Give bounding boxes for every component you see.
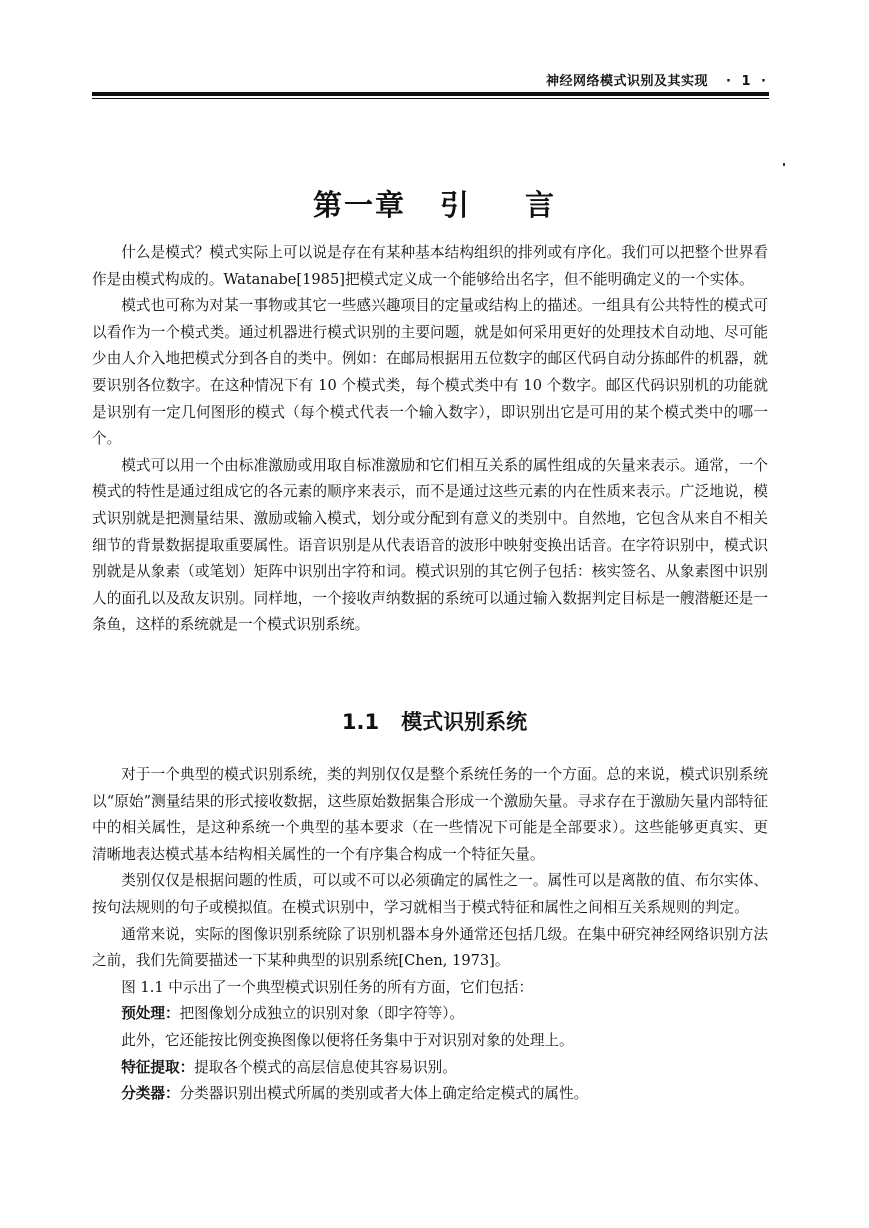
running-header-title: 神经网络模式识别及其实现	[546, 74, 709, 89]
intro-paragraph-1: 什么是模式？模式实际上可以说是存在有某种基本结构组织的排列或有序化。我们可以把整个世界看作是由模式构成的。Watanabe[1985]把模式定义成一个能够给出名字，但不能明确定义的一个实体。	[92, 244, 768, 288]
intro-paragraph-2: 模式也可称为对某一事物或其它一些感兴趣项目的定量或结构上的描述。一组具有公共特性的模式可以看作为一个模式类。通过机器进行模式识别的主要问题，就是如何采用更好的处理技术自动地、尽可能少由人介入地把模式分到各自的类中。例如：在邮局根据用五位数字的邮区代码自动分拣邮件的机器，就要识别各位数字。在这种情况下有 10 个模式类，每个模式类中有 10 个数字。邮区代码识别机的功能就是识别有一定几何图形的模式（每个模式代表一个输入数字），即识别出它是可用的某个模式类中的哪一个。	[92, 297, 768, 448]
section-number: 1.1	[341, 710, 380, 734]
definition-preprocessing	[92, 1001, 768, 1028]
intro-text	[92, 240, 768, 639]
chapter-title-char-1: 引	[439, 188, 471, 222]
section-heading	[0, 706, 869, 736]
section-paragraph-3: 通常来说，实际的图像识别系统除了识别机器本身外通常还包括几级。在集中研究神经网络识别方法之前，我们先简要描述一下某种典型的识别系统[Chen, 1973]。	[92, 925, 768, 970]
header-rule-thick	[92, 92, 769, 96]
margin-mark	[783, 163, 785, 166]
definition-preprocessing-extra	[92, 1028, 768, 1055]
chapter-title-char-2: 言	[525, 188, 557, 222]
definition-text: 此外，它还能按比例变换图像以便将任务集中于对识别对象的处理上。	[121, 1031, 574, 1049]
header-rule-thin	[92, 98, 769, 99]
definition-text: 提取各个模式的高层信息使其容易识别。	[194, 1058, 457, 1076]
definition-classifier	[92, 1081, 768, 1108]
definition-text: 分类器识别出模式所属的类别或者大体上确定给定模式的属性。	[179, 1085, 589, 1103]
chapter-title	[0, 183, 869, 224]
section-text	[92, 762, 768, 1108]
definition-term: 特征提取：	[121, 1058, 195, 1076]
page-number: · 1 ·	[726, 74, 769, 89]
intro-paragraph-3: 模式可以用一个由标准激励或用取自标准激励和它们相互关系的属性组成的矢量来表示。通常，一个模式的特性是通过组成它的各元素的顺序来表示，而不是通过这些元素的内在性质来表示。广泛地说，模式识别就是把测量结果、激励或输入模式，划分或分配到有意义的类别中。自然地，它包含从来自不相关细节的背景数据提取重要属性。语音识别是从代表语音的波形中映射变换出话音。在字符识别中，模式识别就是从象素（或笔划）矩阵中识别出字符和词。模式识别的其它例子包括：核实签名、从象素图中识别人的面孔以及敌友识别。同样地，一个接收声纳数据的系统可以通过输入数据判定目标是一艘潜艇还是一条鱼，这样的系统就是一个模式识别系统。	[92, 456, 768, 634]
section-paragraph-2: 类别仅仅是根据问题的性质，可以或不可以必须确定的属性之一。属性可以是离散的值、布尔实体、按句法规则的句子或模拟值。在模式识别中，学习就相当于模式特征和属性之间相互关系规则的判定。	[92, 872, 768, 916]
chapter-label: 第一章	[312, 188, 406, 222]
definition-term: 分类器：	[121, 1085, 180, 1103]
section-title: 模式识别系统	[401, 710, 528, 734]
definition-text: 把图像划分成独立的识别对象（即字符等）。	[179, 1005, 465, 1023]
section-paragraph-1: 对于一个典型的模式识别系统，类的判别仅仅是整个系统任务的一个方面。总的来说，模式识别系统以“原始”测量结果的形式接收数据，这些原始数据集合形成一个激励矢量。寻求存在于激励矢量内部特征中的相关属性，是这种系统一个典型的基本要求（在一些情况下可能是全部要求）。这些能够更真实、更清晰地表达模式基本结构相关属性的一个有序集合构成一个特征矢量。	[92, 766, 768, 863]
section-paragraph-4: 图 1.1 中示出了一个典型模式识别任务的所有方面，它们包括：	[121, 978, 534, 996]
definition-feature-extraction	[92, 1055, 768, 1082]
definition-term: 预处理：	[121, 1005, 180, 1023]
running-header	[92, 70, 769, 92]
